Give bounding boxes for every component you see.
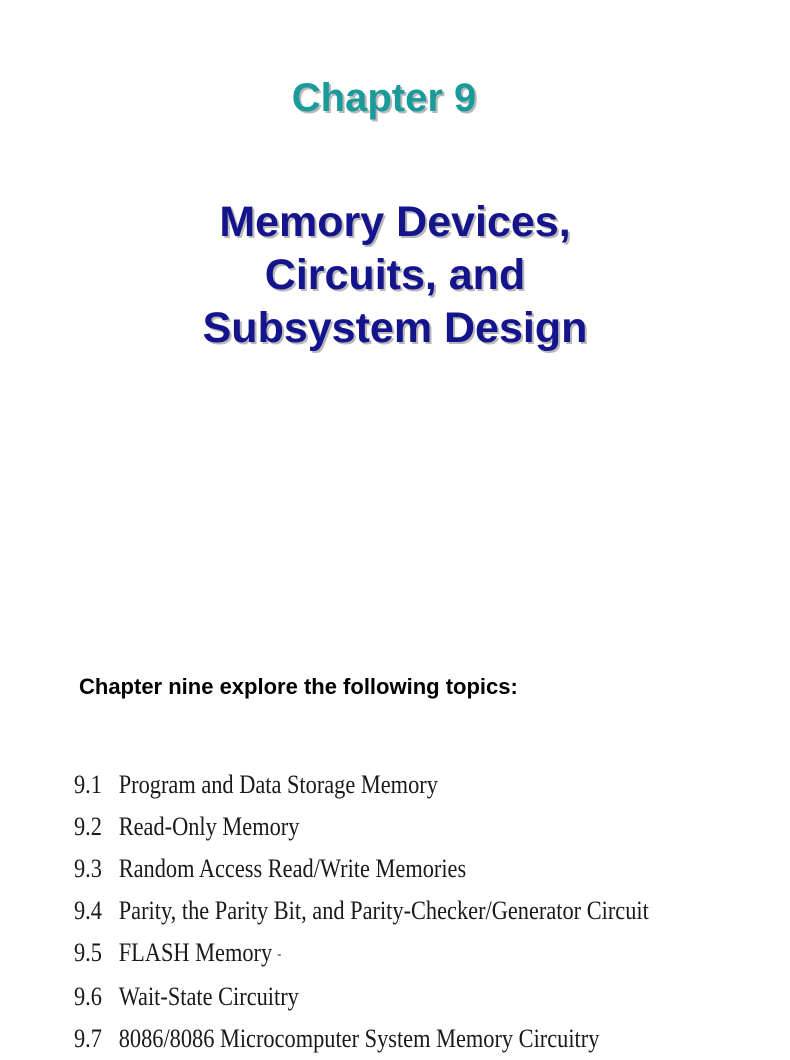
- topic-title: FLASH Memory: [118, 938, 273, 967]
- topic-title: Program and Data Storage Memory: [118, 770, 438, 799]
- topic-number: 9.3: [74, 854, 102, 883]
- topic-number: 9.4: [74, 896, 102, 925]
- topic-title: Read-Only Memory: [118, 812, 300, 841]
- topic-title: Random Access Read/Write Memories: [118, 854, 467, 883]
- title-line-2: Circuits, and: [264, 251, 526, 299]
- topic-title: Wait-State Circuitry: [118, 982, 299, 1012]
- list-item: [74, 806, 649, 848]
- topic-number: 9.2: [74, 812, 102, 841]
- title-line-3: Subsystem Design: [202, 304, 588, 352]
- topic-number: 9.1: [74, 770, 102, 799]
- title-line-1: Memory Devices,: [219, 198, 571, 246]
- topic-number: 9.5: [74, 938, 102, 967]
- list-item: [74, 764, 649, 806]
- list-item: [74, 932, 649, 976]
- topic-title: Parity, the Parity Bit, and Parity-Checker/Generator Circuit: [118, 896, 649, 925]
- chapter-label: Chapter 9: [291, 76, 477, 120]
- list-item: [74, 890, 649, 932]
- list-item: [74, 976, 649, 1018]
- topic-number: 9.7: [74, 1024, 102, 1054]
- topic-number: 9.6: [74, 982, 102, 1012]
- stray-mark: -: [277, 947, 282, 963]
- list-item: [74, 1018, 649, 1060]
- topics-intro: Chapter nine explore the following topics:: [79, 674, 518, 699]
- topic-list: [74, 764, 649, 1060]
- topic-title: 8086/8086 Microcomputer System Memory Circuitry: [118, 1024, 600, 1054]
- list-item: [74, 848, 649, 890]
- chapter-title: [0, 196, 790, 355]
